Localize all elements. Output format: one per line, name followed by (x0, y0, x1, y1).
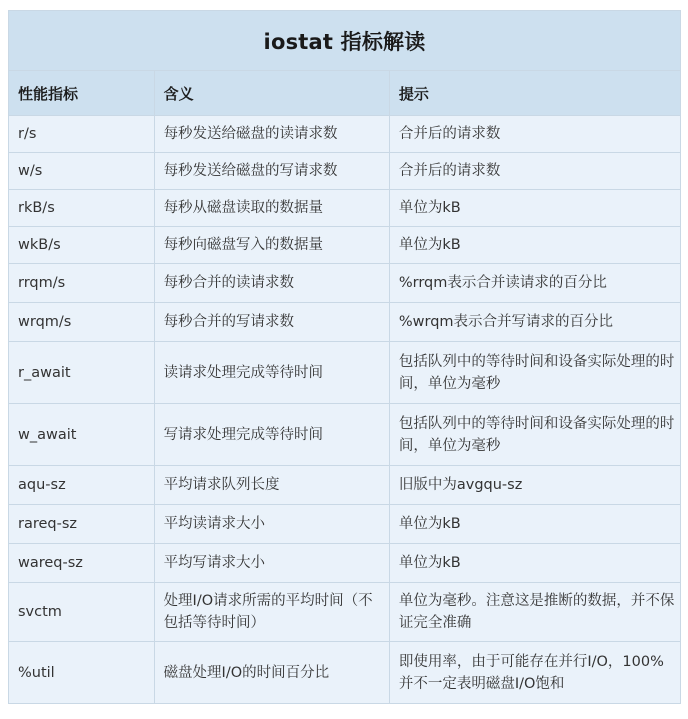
table-row (9, 264, 681, 303)
cell-hint: 包括队列中的等待时间和设备实际处理的时间，单位为毫秒 (389, 342, 680, 404)
iostat-metrics-table (8, 10, 681, 704)
table-header-row (9, 71, 681, 116)
cell-metric: wkB/s (9, 227, 155, 264)
cell-metric: w/s (9, 153, 155, 190)
cell-meaning: 读请求处理完成等待时间 (154, 342, 389, 404)
table-row (9, 303, 681, 342)
cell-meaning: 每秒合并的读请求数 (154, 264, 389, 303)
cell-meaning: 磁盘处理I/O的时间百分比 (154, 642, 389, 704)
cell-hint: 合并后的请求数 (389, 153, 680, 190)
cell-metric: svctm (9, 583, 155, 642)
table-row (9, 116, 681, 153)
table-row (9, 190, 681, 227)
table-row (9, 583, 681, 642)
cell-meaning: 平均请求队列长度 (154, 466, 389, 505)
table-row (9, 505, 681, 544)
cell-metric: rrqm/s (9, 264, 155, 303)
column-header-meaning: 含义 (154, 71, 389, 116)
table-row (9, 404, 681, 466)
cell-metric: wareq-sz (9, 544, 155, 583)
cell-hint: 即使用率，由于可能存在并行I/O，100%并不一定表明磁盘I/O饱和 (389, 642, 680, 704)
cell-hint: 单位为kB (389, 227, 680, 264)
cell-meaning: 处理I/O请求所需的平均时间（不包括等待时间） (154, 583, 389, 642)
cell-meaning: 平均写请求大小 (154, 544, 389, 583)
column-header-metric: 性能指标 (9, 71, 155, 116)
cell-metric: r/s (9, 116, 155, 153)
cell-hint: 单位为毫秒。注意这是推断的数据，并不保证完全准确 (389, 583, 680, 642)
cell-meaning: 每秒向磁盘写入的数据量 (154, 227, 389, 264)
cell-metric: aqu-sz (9, 466, 155, 505)
cell-meaning: 每秒发送给磁盘的读请求数 (154, 116, 389, 153)
cell-meaning: 平均读请求大小 (154, 505, 389, 544)
cell-metric: rareq-sz (9, 505, 155, 544)
table-title: iostat 指标解读 (9, 11, 681, 71)
cell-metric: wrqm/s (9, 303, 155, 342)
cell-hint: 单位为kB (389, 190, 680, 227)
cell-hint: 合并后的请求数 (389, 116, 680, 153)
cell-meaning: 每秒发送给磁盘的写请求数 (154, 153, 389, 190)
cell-metric: w_await (9, 404, 155, 466)
cell-hint: 包括队列中的等待时间和设备实际处理的时间，单位为毫秒 (389, 404, 680, 466)
table-title-row (9, 11, 681, 71)
cell-meaning: 每秒从磁盘读取的数据量 (154, 190, 389, 227)
table-row (9, 642, 681, 704)
cell-hint: 单位为kB (389, 544, 680, 583)
cell-meaning: 每秒合并的写请求数 (154, 303, 389, 342)
cell-hint: 旧版中为avgqu-sz (389, 466, 680, 505)
cell-meaning: 写请求处理完成等待时间 (154, 404, 389, 466)
table-row (9, 544, 681, 583)
cell-hint: %wrqm表示合并写请求的百分比 (389, 303, 680, 342)
table-row (9, 342, 681, 404)
cell-metric: r_await (9, 342, 155, 404)
cell-hint: %rrqm表示合并读请求的百分比 (389, 264, 680, 303)
cell-metric: rkB/s (9, 190, 155, 227)
cell-hint: 单位为kB (389, 505, 680, 544)
table-row (9, 466, 681, 505)
cell-metric: %util (9, 642, 155, 704)
iostat-metrics-table-container (8, 10, 681, 704)
table-row (9, 227, 681, 264)
column-header-hint: 提示 (389, 71, 680, 116)
table-row (9, 153, 681, 190)
